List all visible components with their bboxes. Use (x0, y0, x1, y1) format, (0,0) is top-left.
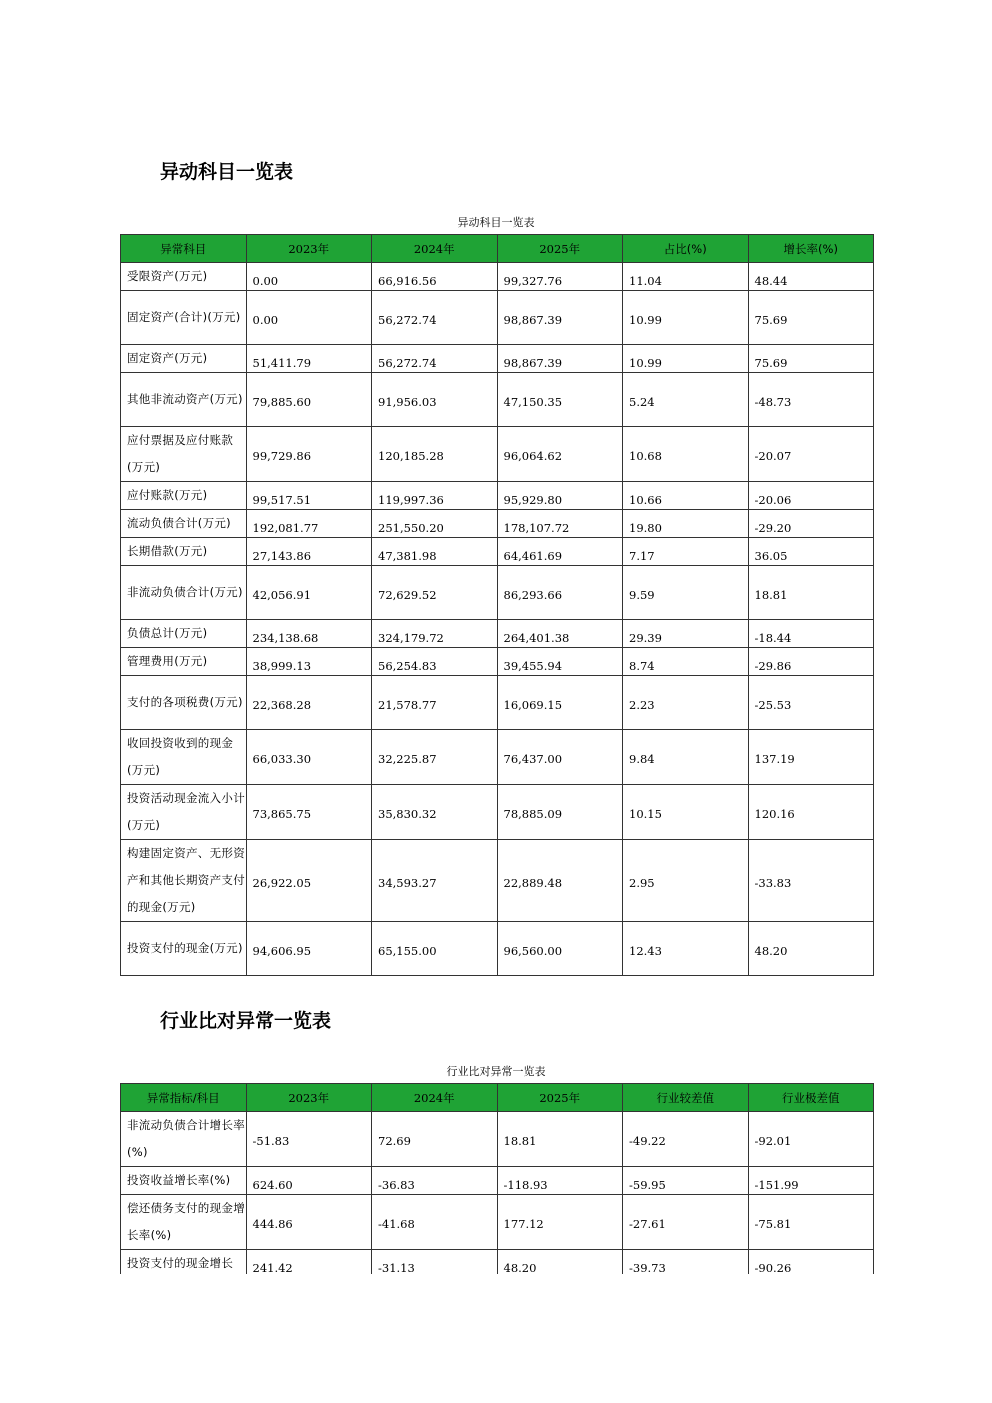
cell-v2025: 178,107.72 (497, 510, 623, 538)
cell-v2024: 251,550.20 (372, 510, 498, 538)
cell-growth: 75.69 (748, 291, 874, 345)
header-growth: 增长率(%) (748, 235, 874, 263)
cell-growth: -25.53 (748, 676, 874, 730)
row-label: 应付账款(万元) (121, 482, 247, 510)
row-label: 管理费用(万元) (121, 648, 247, 676)
cell-v2024: 56,272.74 (372, 291, 498, 345)
cell-share: 19.80 (623, 510, 749, 538)
cell-growth: -29.86 (748, 648, 874, 676)
cell-v2023: -51.83 (246, 1112, 372, 1167)
cell-share: 10.15 (623, 785, 749, 840)
cell-extreme: -92.01 (748, 1112, 874, 1167)
row-label: 收回投资收到的现金(万元) (121, 730, 247, 785)
cell-v2024: 72,629.52 (372, 566, 498, 620)
cell-v2024: 72.69 (372, 1112, 498, 1167)
section-heading-anomaly-items: 异动科目一览表 (160, 161, 294, 183)
cell-v2025: 96,064.62 (497, 427, 623, 482)
section-heading-industry-comparison: 行业比对异常一览表 (160, 1010, 332, 1032)
cell-v2024: 56,272.74 (372, 345, 498, 373)
cell-growth: -48.73 (748, 373, 874, 427)
cell-v2023: 99,729.86 (246, 427, 372, 482)
row-label: 投资收益增长率(%) (121, 1167, 247, 1195)
row-label: 构建固定资产、无形资产和其他长期资产支付的现金(万元) (121, 840, 247, 922)
cell-growth: -20.07 (748, 427, 874, 482)
header-industry-worse: 行业较差值 (623, 1084, 749, 1112)
table-row (121, 1195, 874, 1250)
cell-v2023: 0.00 (246, 291, 372, 345)
cell-v2023: 192,081.77 (246, 510, 372, 538)
cell-worse: -49.22 (623, 1112, 749, 1167)
cell-share: 11.04 (623, 263, 749, 291)
cell-v2023: 94,606.95 (246, 922, 372, 976)
row-label: 偿还债务支付的现金增长率(%) (121, 1195, 247, 1250)
cell-share: 10.99 (623, 291, 749, 345)
cell-v2024: 56,254.83 (372, 648, 498, 676)
header-indicator: 异常指标/科目 (121, 1084, 247, 1112)
industry-comparison-table (120, 1083, 874, 1274)
cell-v2025: -118.93 (497, 1167, 623, 1195)
table-caption-industry-comparison: 行业比对异常一览表 (446, 1065, 546, 1078)
header-2023: 2023年 (246, 235, 372, 263)
row-label: 受限资产(万元) (121, 263, 247, 291)
header-item: 异常科目 (121, 235, 247, 263)
cell-growth: -20.06 (748, 482, 874, 510)
table-caption-anomaly-items: 异动科目一览表 (457, 216, 535, 229)
row-label: 应付票据及应付账款(万元) (121, 427, 247, 482)
cell-v2023: 42,056.91 (246, 566, 372, 620)
header-2024: 2024年 (372, 235, 498, 263)
cell-v2024: 32,225.87 (372, 730, 498, 785)
row-label: 固定资产(万元) (121, 345, 247, 373)
cell-v2025: 98,867.39 (497, 291, 623, 345)
cell-v2025: 96,560.00 (497, 922, 623, 976)
cell-v2024: 66,916.56 (372, 263, 498, 291)
cell-extreme: -90.26 (748, 1250, 874, 1275)
row-label: 投资支付的现金(万元) (121, 922, 247, 976)
cell-v2024: 47,381.98 (372, 538, 498, 566)
cell-v2024: -31.13 (372, 1250, 498, 1275)
cell-growth: 75.69 (748, 345, 874, 373)
cell-share: 29.39 (623, 620, 749, 648)
cell-v2023: 38,999.13 (246, 648, 372, 676)
cell-v2024: -41.68 (372, 1195, 498, 1250)
cell-v2024: 324,179.72 (372, 620, 498, 648)
cell-v2024: 35,830.32 (372, 785, 498, 840)
cell-v2024: 34,593.27 (372, 840, 498, 922)
header-share: 占比(%) (623, 235, 749, 263)
cell-v2024: 119,997.36 (372, 482, 498, 510)
header-2025: 2025年 (497, 235, 623, 263)
cell-growth: -29.20 (748, 510, 874, 538)
cell-v2025: 39,455.94 (497, 648, 623, 676)
cell-v2025: 264,401.38 (497, 620, 623, 648)
cell-share: 10.66 (623, 482, 749, 510)
cell-share: 8.74 (623, 648, 749, 676)
cell-share: 9.59 (623, 566, 749, 620)
cell-v2024: -36.83 (372, 1167, 498, 1195)
cell-growth: -18.44 (748, 620, 874, 648)
cell-growth: 48.44 (748, 263, 874, 291)
cell-v2025: 47,150.35 (497, 373, 623, 427)
table-header-row (121, 1084, 874, 1112)
cell-v2025: 86,293.66 (497, 566, 623, 620)
cell-v2023: 51,411.79 (246, 345, 372, 373)
cell-v2025: 22,889.48 (497, 840, 623, 922)
cell-worse: -39.73 (623, 1250, 749, 1275)
cell-v2024: 65,155.00 (372, 922, 498, 976)
cell-v2025: 76,437.00 (497, 730, 623, 785)
cell-v2024: 91,956.03 (372, 373, 498, 427)
cell-v2023: 241.42 (246, 1250, 372, 1275)
cell-growth: 137.19 (748, 730, 874, 785)
cell-share: 10.68 (623, 427, 749, 482)
cell-v2025: 48.20 (497, 1250, 623, 1275)
row-label: 非流动负债合计增长率(%) (121, 1112, 247, 1167)
table-row (121, 1250, 874, 1275)
row-label: 投资支付的现金增长 (121, 1250, 247, 1275)
row-label: 负债总计(万元) (121, 620, 247, 648)
cell-v2023: 66,033.30 (246, 730, 372, 785)
cell-growth: 36.05 (748, 538, 874, 566)
cell-growth: 48.20 (748, 922, 874, 976)
cell-v2023: 79,885.60 (246, 373, 372, 427)
header-industry-extreme: 行业极差值 (748, 1084, 874, 1112)
cell-v2023: 27,143.86 (246, 538, 372, 566)
row-label: 支付的各项税费(万元) (121, 676, 247, 730)
cell-v2023: 73,865.75 (246, 785, 372, 840)
cell-v2024: 21,578.77 (372, 676, 498, 730)
cell-v2023: 0.00 (246, 263, 372, 291)
cell-growth: 120.16 (748, 785, 874, 840)
header-2023: 2023年 (246, 1084, 372, 1112)
cell-v2025: 99,327.76 (497, 263, 623, 291)
cell-v2025: 177.12 (497, 1195, 623, 1250)
row-label: 流动负债合计(万元) (121, 510, 247, 538)
cell-extreme: -75.81 (748, 1195, 874, 1250)
row-label: 长期借款(万元) (121, 538, 247, 566)
cell-share: 9.84 (623, 730, 749, 785)
cell-share: 2.95 (623, 840, 749, 922)
cell-v2025: 95,929.80 (497, 482, 623, 510)
table-row (121, 1112, 874, 1167)
cell-v2025: 64,461.69 (497, 538, 623, 566)
cell-share: 7.17 (623, 538, 749, 566)
cell-v2025: 18.81 (497, 1112, 623, 1167)
cell-extreme: -151.99 (748, 1167, 874, 1195)
cell-v2025: 78,885.09 (497, 785, 623, 840)
cell-v2023: 444.86 (246, 1195, 372, 1250)
cell-share: 12.43 (623, 922, 749, 976)
cell-v2023: 234,138.68 (246, 620, 372, 648)
cell-v2024: 120,185.28 (372, 427, 498, 482)
row-label: 其他非流动资产(万元) (121, 373, 247, 427)
cell-worse: -27.61 (623, 1195, 749, 1250)
cell-v2023: 22,368.28 (246, 676, 372, 730)
table-row (121, 1167, 874, 1195)
row-label: 非流动负债合计(万元) (121, 566, 247, 620)
cell-share: 10.99 (623, 345, 749, 373)
cell-v2025: 98,867.39 (497, 345, 623, 373)
cell-v2023: 26,922.05 (246, 840, 372, 922)
row-label: 固定资产(合计)(万元) (121, 291, 247, 345)
cell-worse: -59.95 (623, 1167, 749, 1195)
cell-v2025: 16,069.15 (497, 676, 623, 730)
cell-growth: -33.83 (748, 840, 874, 922)
cell-v2023: 624.60 (246, 1167, 372, 1195)
header-2025: 2025年 (497, 1084, 623, 1112)
header-2024: 2024年 (372, 1084, 498, 1112)
cell-growth: 18.81 (748, 566, 874, 620)
cell-v2023: 99,517.51 (246, 482, 372, 510)
cell-share: 2.23 (623, 676, 749, 730)
row-label: 投资活动现金流入小计(万元) (121, 785, 247, 840)
cell-share: 5.24 (623, 373, 749, 427)
